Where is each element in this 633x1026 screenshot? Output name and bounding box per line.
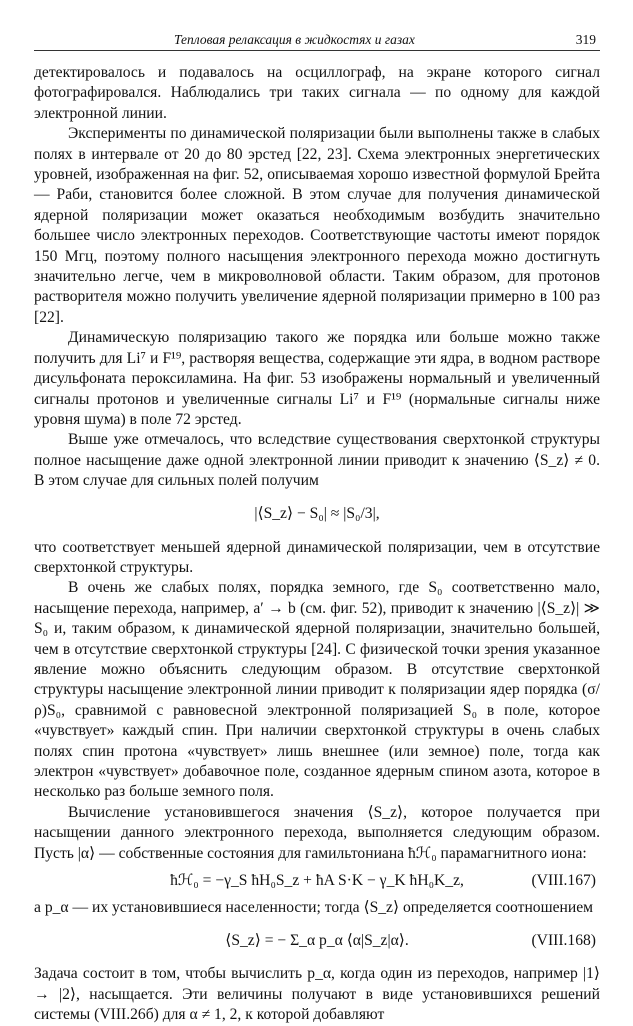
running-title: Тепловая релаксация в жидкостях и газах [174,32,415,47]
equation-168-label: (VIII.168) [531,932,596,950]
running-header [34,30,600,51]
page-body [34,63,600,1026]
paragraph-2: Эксперименты по динамической поляризации были выполнены также в слабых полях в интервале от 20 до 80 эрстед [22, 23]. Схема электронных энергетических уровней, изображенная на фиг. 52, описываемая хорошо известной формулой Брейта — Раби, становится более сложной. В этом случае для получения динамической ядерной поляризации может оказаться необходимым возбудить значительно большее число электронных переходов. Соответствующие частоты имеют порядок 150 Мгц, поэтому полного насыщения электронного перехода можно достигнуть значительно легче, чем в микроволновой области. Таким образом, для протонов растворителя можно получить увеличение ядерной поляризации примерно в 100 раз [22]. [34,125,600,326]
equation-167 [34,869,600,893]
equation-168-body: ⟨S_z⟩ = − Σ_α p_α ⟨α|S_z|α⟩. [225,932,409,950]
paragraph-5: что соответствует меньшей ядерной динамической поляризации, чем в отсутствие сверхтонкой структуры. [34,538,600,576]
page-number: 319 [575,32,596,47]
equation-1-body: |⟨S_z⟩ − S₀| ≈ |S₀/3|, [254,504,380,522]
paragraph-4: Выше уже отмечалось, что вследствие существования сверхтонкой структуры полное насыщение даже одной электронной линии приводит к значению ⟨S_z⟩ ≠ 0. В этом случае для сильных полей получим [34,431,600,490]
equation-167-body: ħℋ₀ = −γ_S ħH₀S_z + ħA S·K − γ_K ħH₀K_z, [170,872,464,890]
paragraph-3: Динамическую поляризацию такого же порядка или больше можно также получить для Li⁷ и F¹⁹, растворяя вещества, содержащие эти ядра, в водном растворе дисульфоната пероксиламина. На фиг. 53 изображены нормальный и увеличенный сигналы протонов и увеличенные сигналы Li⁷ и F¹⁹ (нормальные сигналы ниже уровня шума) в поле 72 эрстед. [34,329,600,428]
paragraph-9: Задача состоит в том, чтобы вычислить p_α, когда один из переходов, например |1⟩ → |2⟩, насыщается. Эти величины получают в виде установившихся решений системы (VIII.26б) для α ≠ 1, 2, к которой добавляют [34,965,600,1024]
paragraph-8: а p_α — их установившиеся населенности; тогда ⟨S_z⟩ определяется соотношением [34,899,594,917]
book-page [34,30,600,1026]
paragraph-6: В очень же слабых полях, порядка земного, где S₀ соответственно мало, насыщение перехода, например, a′ → b (см. фиг. 52), приводит к значению |⟨S_z⟩| ≫ S₀ и, таким образом, к динамической ядерной поляризации, значительно большей, чем в отсутствие сверхтонкой структуры [24]. С физической точки зрения указанное явление можно объяснить следующим образом. В отсутствие сверхтонкой структуры насыщение электронной линии приводит к поляризации ядер порядка (σ/ρ)S₀, сравнимой с равновесной электронной поляризацией S₀ в поле, которое «чувствует» каждый спин. При наличии сверхтонкой структуры в очень слабых полях спин протона «чувствует» лишь внешнее (или земное) поле, тогда как электрон «чувствует» добавочное поле, созданное ядерным спином азота, которое в несколько раз больше земного поля. [34,579,600,801]
equation-167-label: (VIII.167) [531,872,596,890]
paragraph-1: детектировалось и подавалось на осциллограф, на экране которого сигнал фотографировался. Наблюдались три таких сигнала — по одному для каждой электронной линии. [34,64,600,122]
equation-168 [34,926,600,956]
equation-1 [34,498,600,530]
paragraph-7: Вычисление установившегося значения ⟨S_z⟩, которое получается при насыщении данного электронного перехода, выполняется следующим образом. Пусть |α⟩ — собственные состояния для гамильтониана ħℋ₀ парамагнитного иона: [34,803,600,862]
